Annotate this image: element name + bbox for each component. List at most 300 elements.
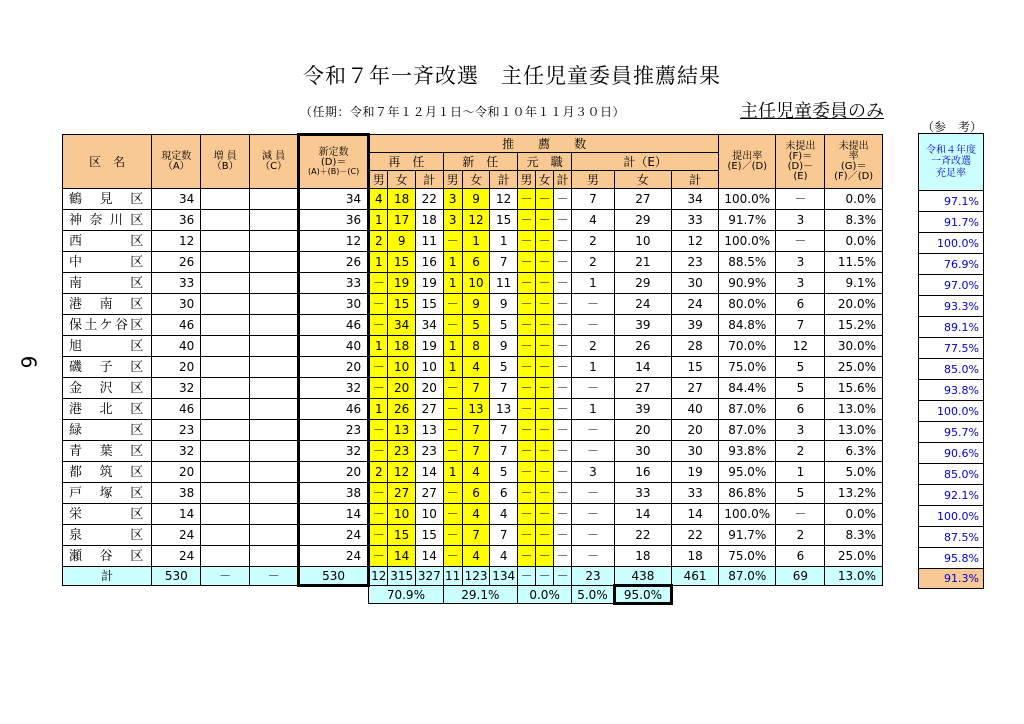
cell-rf: 10 — [388, 504, 416, 525]
cell-rs: 27 — [415, 483, 443, 504]
reference-row — [919, 485, 984, 506]
cell-rm: － — [369, 378, 388, 399]
cell-rm: － — [369, 483, 388, 504]
header-female: 女 — [614, 171, 671, 189]
cell-f: 6 — [776, 294, 825, 315]
cell-f: － — [776, 504, 825, 525]
reference-row — [919, 317, 984, 338]
total-rs: 327 — [415, 567, 443, 586]
header-male: 男 — [518, 171, 536, 189]
reference-rate: 87.5% — [919, 527, 984, 548]
results-table — [62, 133, 883, 605]
cell-d: 30 — [299, 294, 369, 315]
cell-ward: 中区 — [63, 252, 152, 273]
cell-rm: － — [369, 273, 388, 294]
cell-fs: － — [554, 294, 572, 315]
cell-ns: 5 — [490, 462, 518, 483]
cell-tf: 20 — [614, 420, 671, 441]
cell-b — [201, 189, 250, 210]
total-tm: 23 — [572, 567, 615, 586]
cell-nf: 9 — [462, 189, 490, 210]
reference-row — [919, 422, 984, 443]
cell-nf: 4 — [462, 462, 490, 483]
cell-b — [201, 462, 250, 483]
cell-nm: 1 — [443, 252, 462, 273]
cell-rate: 87.0% — [719, 420, 776, 441]
cell-ns: 12 — [490, 189, 518, 210]
cell-fm: － — [518, 273, 536, 294]
cell-nm: － — [443, 315, 462, 336]
cell-b — [201, 399, 250, 420]
cell-d: 38 — [299, 483, 369, 504]
cell-ns: 1 — [490, 231, 518, 252]
cell-rs: 15 — [415, 525, 443, 546]
cell-nm: － — [443, 525, 462, 546]
cell-a: 33 — [152, 273, 201, 294]
percent-former: 0.0% — [518, 586, 572, 604]
cell-ff: － — [536, 441, 554, 462]
cell-tf: 39 — [614, 315, 671, 336]
cell-ns: 5 — [490, 357, 518, 378]
cell-rm: － — [369, 315, 388, 336]
cell-rm: － — [369, 441, 388, 462]
cell-c — [250, 336, 299, 357]
cell-tm: － — [572, 525, 615, 546]
cell-ts: 30 — [672, 441, 719, 462]
cell-ns: 4 — [490, 546, 518, 567]
total-fm: － — [518, 567, 536, 586]
total-g: 13.0% — [825, 567, 883, 586]
cell-nm: － — [443, 420, 462, 441]
reference-row — [919, 464, 984, 485]
cell-a: 46 — [152, 315, 201, 336]
header-unsubmitted — [776, 135, 825, 189]
header-female: 女 — [388, 171, 416, 189]
cell-d: 33 — [299, 273, 369, 294]
table-row — [63, 483, 883, 504]
header-unsubmitted-rate-formula: (G)＝ (F)／(D) — [834, 160, 874, 182]
cell-ns: 7 — [490, 378, 518, 399]
cell-d: 24 — [299, 525, 369, 546]
cell-nm: 1 — [443, 273, 462, 294]
cell-rf: 20 — [388, 378, 416, 399]
table-row — [63, 399, 883, 420]
reference-row — [919, 191, 984, 212]
cell-f: 2 — [776, 525, 825, 546]
cell-fm: － — [518, 399, 536, 420]
reference-row — [919, 233, 984, 254]
cell-tm: 2 — [572, 336, 615, 357]
cell-tm: － — [572, 546, 615, 567]
percent-male: 5.0% — [572, 586, 615, 604]
header-sum: 計 — [415, 171, 443, 189]
cell-ff: － — [536, 210, 554, 231]
cell-g: 8.3% — [825, 210, 883, 231]
reference-rate: 77.5% — [919, 338, 984, 359]
cell-f: － — [776, 189, 825, 210]
header-unsubmitted-label: 未提出 — [785, 140, 816, 152]
cell-b — [201, 357, 250, 378]
cell-a: 26 — [152, 252, 201, 273]
cell-nf: 7 — [462, 525, 490, 546]
total-rf: 315 — [388, 567, 416, 586]
cell-rate: 90.9% — [719, 273, 776, 294]
cell-rm: 2 — [369, 231, 388, 252]
reference-row — [919, 506, 984, 527]
cell-tm: 2 — [572, 231, 615, 252]
cell-rm: － — [369, 357, 388, 378]
cell-ward: 戸塚区 — [63, 483, 152, 504]
cell-tm: － — [572, 483, 615, 504]
cell-ward: 磯子区 — [63, 357, 152, 378]
cell-rate: 93.8% — [719, 441, 776, 462]
cell-ts: 14 — [672, 504, 719, 525]
cell-tf: 14 — [614, 357, 671, 378]
cell-ff: － — [536, 336, 554, 357]
cell-tm: － — [572, 294, 615, 315]
reference-header: 令和４年度 一斉改選 充足率 — [919, 134, 984, 191]
header-new-quota — [299, 135, 369, 189]
cell-ff: － — [536, 189, 554, 210]
cell-b — [201, 210, 250, 231]
cell-fm: － — [518, 231, 536, 252]
cell-f: 6 — [776, 399, 825, 420]
cell-ts: 33 — [672, 210, 719, 231]
cell-nf: 12 — [462, 210, 490, 231]
cell-a: 12 — [152, 231, 201, 252]
cell-ff: － — [536, 483, 554, 504]
cell-rf: 17 — [388, 210, 416, 231]
header-female: 女 — [536, 171, 554, 189]
reference-row — [919, 527, 984, 548]
cell-rs: 18 — [415, 210, 443, 231]
cell-a: 38 — [152, 483, 201, 504]
cell-g: 6.3% — [825, 441, 883, 462]
reference-rate: 85.0% — [919, 359, 984, 380]
cell-b — [201, 231, 250, 252]
cell-tf: 14 — [614, 504, 671, 525]
cell-f: 5 — [776, 378, 825, 399]
cell-fm: － — [518, 315, 536, 336]
cell-ward: 保土ケ谷区 — [63, 315, 152, 336]
reference-row — [919, 443, 984, 464]
cell-nm: － — [443, 483, 462, 504]
cell-nf: 13 — [462, 399, 490, 420]
cell-rf: 15 — [388, 294, 416, 315]
page-title: 令和７年一斉改選 主任児童委員推薦結果 — [303, 64, 721, 88]
cell-d: 46 — [299, 399, 369, 420]
reference-rate: 85.0% — [919, 464, 984, 485]
reference-row — [919, 401, 984, 422]
table-row — [63, 546, 883, 567]
cell-g: 0.0% — [825, 231, 883, 252]
cell-d: 40 — [299, 336, 369, 357]
cell-f: － — [776, 231, 825, 252]
header-new: 新 任 — [443, 153, 517, 171]
cell-g: 30.0% — [825, 336, 883, 357]
cell-d: 12 — [299, 231, 369, 252]
cell-f: 3 — [776, 252, 825, 273]
cell-fm: － — [518, 462, 536, 483]
term-period: （任期：令和７年１２月１日～令和１０年１１月３０日） — [300, 105, 626, 119]
cell-ff: － — [536, 546, 554, 567]
cell-ff: － — [536, 378, 554, 399]
total-tf: 438 — [614, 567, 671, 586]
cell-ts: 18 — [672, 546, 719, 567]
cell-tm: 1 — [572, 357, 615, 378]
cell-fs: － — [554, 357, 572, 378]
cell-nm: 1 — [443, 357, 462, 378]
cell-b — [201, 420, 250, 441]
cell-ward: 青葉区 — [63, 441, 152, 462]
cell-fm: － — [518, 546, 536, 567]
total-a: 530 — [152, 567, 201, 586]
cell-ff: － — [536, 357, 554, 378]
cell-a: 20 — [152, 462, 201, 483]
cell-g: 15.6% — [825, 378, 883, 399]
header-unsubmitted-rate-label: 未提出 率 — [838, 140, 869, 162]
header-current: 現定数 （A） — [152, 135, 201, 189]
cell-rate: 91.7% — [719, 525, 776, 546]
header-ward: 区 名 — [63, 135, 152, 189]
cell-nm: － — [443, 399, 462, 420]
cell-ward: 泉区 — [63, 525, 152, 546]
cell-d: 20 — [299, 357, 369, 378]
cell-ts: 34 — [672, 189, 719, 210]
cell-fs: － — [554, 231, 572, 252]
cell-ts: 40 — [672, 399, 719, 420]
header-new-quota-formula: (D)＝ — [320, 157, 347, 168]
cell-ts: 19 — [672, 462, 719, 483]
cell-g: 13.2% — [825, 483, 883, 504]
cell-a: 34 — [152, 189, 201, 210]
reference-rate: 90.6% — [919, 443, 984, 464]
cell-c — [250, 420, 299, 441]
cell-rate: 100.0% — [719, 231, 776, 252]
table-row — [63, 462, 883, 483]
cell-nf: 9 — [462, 294, 490, 315]
cell-c — [250, 315, 299, 336]
header-male: 男 — [369, 171, 388, 189]
cell-tm: － — [572, 504, 615, 525]
cell-rate: 87.0% — [719, 399, 776, 420]
cell-d: 32 — [299, 378, 369, 399]
cell-rm: 4 — [369, 189, 388, 210]
cell-ns: 13 — [490, 399, 518, 420]
cell-ns: 6 — [490, 483, 518, 504]
cell-ward: 旭区 — [63, 336, 152, 357]
cell-tf: 24 — [614, 294, 671, 315]
cell-c — [250, 462, 299, 483]
cell-fm: － — [518, 210, 536, 231]
cell-tm: 1 — [572, 399, 615, 420]
cell-tf: 21 — [614, 252, 671, 273]
cell-rs: 20 — [415, 378, 443, 399]
cell-rs: 27 — [415, 399, 443, 420]
cell-b — [201, 546, 250, 567]
cell-rm: － — [369, 420, 388, 441]
cell-c — [250, 231, 299, 252]
table-row — [63, 357, 883, 378]
cell-ff: － — [536, 315, 554, 336]
cell-g: 13.0% — [825, 420, 883, 441]
cell-fm: － — [518, 420, 536, 441]
cell-tm: 2 — [572, 252, 615, 273]
cell-c — [250, 525, 299, 546]
cell-rf: 15 — [388, 525, 416, 546]
cell-d: 34 — [299, 189, 369, 210]
cell-g: 9.1% — [825, 273, 883, 294]
reference-row — [919, 380, 984, 401]
table-row — [63, 315, 883, 336]
cell-rate: 91.7% — [719, 210, 776, 231]
reference-rate: 76.9% — [919, 254, 984, 275]
cell-b — [201, 504, 250, 525]
table-row — [63, 294, 883, 315]
reference-row — [919, 275, 984, 296]
reference-rate: 93.3% — [919, 296, 984, 317]
cell-nm: － — [443, 504, 462, 525]
reference-rate: 100.0% — [919, 233, 984, 254]
cell-g: 25.0% — [825, 357, 883, 378]
cell-f: 5 — [776, 483, 825, 504]
total-f: 69 — [776, 567, 825, 586]
reference-row — [919, 338, 984, 359]
cell-rm: 1 — [369, 252, 388, 273]
table-row — [63, 504, 883, 525]
cell-b — [201, 483, 250, 504]
cell-fs: － — [554, 252, 572, 273]
cell-d: 23 — [299, 420, 369, 441]
cell-g: 15.2% — [825, 315, 883, 336]
cell-ns: 7 — [490, 420, 518, 441]
cell-rf: 14 — [388, 546, 416, 567]
reference-row — [919, 212, 984, 233]
table-row — [63, 231, 883, 252]
header-submission-rate — [719, 135, 776, 189]
cell-b — [201, 294, 250, 315]
cell-tm: － — [572, 441, 615, 462]
cell-rm: － — [369, 294, 388, 315]
cell-b — [201, 252, 250, 273]
cell-f: 3 — [776, 273, 825, 294]
cell-rate: 75.0% — [719, 357, 776, 378]
cell-nm: － — [443, 441, 462, 462]
reference-row — [919, 296, 984, 317]
header-female: 女 — [462, 171, 490, 189]
reference-rate: 100.0% — [919, 506, 984, 527]
cell-rs: 23 — [415, 441, 443, 462]
total-b: － — [201, 567, 250, 586]
cell-a: 32 — [152, 378, 201, 399]
cell-tf: 33 — [614, 483, 671, 504]
cell-g: 5.0% — [825, 462, 883, 483]
cell-nf: 4 — [462, 504, 490, 525]
cell-nm: 1 — [443, 336, 462, 357]
table-row — [63, 378, 883, 399]
cell-rs: 13 — [415, 420, 443, 441]
cell-nf: 5 — [462, 315, 490, 336]
cell-d: 14 — [299, 504, 369, 525]
cell-a: 20 — [152, 357, 201, 378]
total-ff: － — [536, 567, 554, 586]
cell-nm: 3 — [443, 210, 462, 231]
cell-ns: 7 — [490, 441, 518, 462]
cell-a: 36 — [152, 210, 201, 231]
header-increase: 増 員 （B） — [201, 135, 250, 189]
reference-label: （参 考） — [921, 120, 982, 134]
cell-nm: 3 — [443, 189, 462, 210]
cell-rs: 16 — [415, 252, 443, 273]
cell-ward: 鶴見区 — [63, 189, 152, 210]
cell-tm: 7 — [572, 189, 615, 210]
cell-nf: 6 — [462, 483, 490, 504]
reference-rate: 93.8% — [919, 380, 984, 401]
cell-ff: － — [536, 420, 554, 441]
cell-nm: 1 — [443, 462, 462, 483]
cell-g: 20.0% — [825, 294, 883, 315]
cell-g: 13.0% — [825, 399, 883, 420]
cell-ff: － — [536, 252, 554, 273]
total-c: － — [250, 567, 299, 586]
cell-c — [250, 357, 299, 378]
cell-nf: 1 — [462, 231, 490, 252]
cell-nf: 4 — [462, 357, 490, 378]
cell-ts: 22 — [672, 525, 719, 546]
cell-ward: 都筑区 — [63, 462, 152, 483]
cell-ff: － — [536, 525, 554, 546]
cell-fs: － — [554, 210, 572, 231]
reference-rate: 97.1% — [919, 191, 984, 212]
cell-rm: 1 — [369, 210, 388, 231]
cell-a: 24 — [152, 546, 201, 567]
cell-ward: 金沢区 — [63, 378, 152, 399]
cell-ns: 15 — [490, 210, 518, 231]
header-sum: 計 — [554, 171, 572, 189]
header-male: 男 — [572, 171, 615, 189]
cell-fs: － — [554, 399, 572, 420]
cell-tm: 4 — [572, 210, 615, 231]
cell-fs: － — [554, 273, 572, 294]
cell-ff: － — [536, 399, 554, 420]
table-row — [63, 189, 883, 210]
cell-rs: 11 — [415, 231, 443, 252]
cell-tf: 29 — [614, 273, 671, 294]
cell-nf: 7 — [462, 420, 490, 441]
cell-rs: 19 — [415, 336, 443, 357]
cell-c — [250, 252, 299, 273]
cell-rate: 75.0% — [719, 546, 776, 567]
header-male: 男 — [443, 171, 462, 189]
cell-ns: 4 — [490, 504, 518, 525]
cell-nm: － — [443, 294, 462, 315]
header-submission-rate-formula: (E)／(D) — [727, 160, 768, 172]
cell-rf: 15 — [388, 252, 416, 273]
cell-fm: － — [518, 189, 536, 210]
cell-rs: 10 — [415, 357, 443, 378]
cell-ns: 5 — [490, 315, 518, 336]
cell-fm: － — [518, 357, 536, 378]
cell-ward: 港北区 — [63, 399, 152, 420]
cell-c — [250, 441, 299, 462]
cell-rm: － — [369, 525, 388, 546]
cell-b — [201, 315, 250, 336]
header-new-quota-formula2: (A)＋(B)－(C) — [307, 167, 360, 176]
cell-fm: － — [518, 504, 536, 525]
cell-ns: 11 — [490, 273, 518, 294]
cell-fs: － — [554, 315, 572, 336]
cell-rm: － — [369, 504, 388, 525]
